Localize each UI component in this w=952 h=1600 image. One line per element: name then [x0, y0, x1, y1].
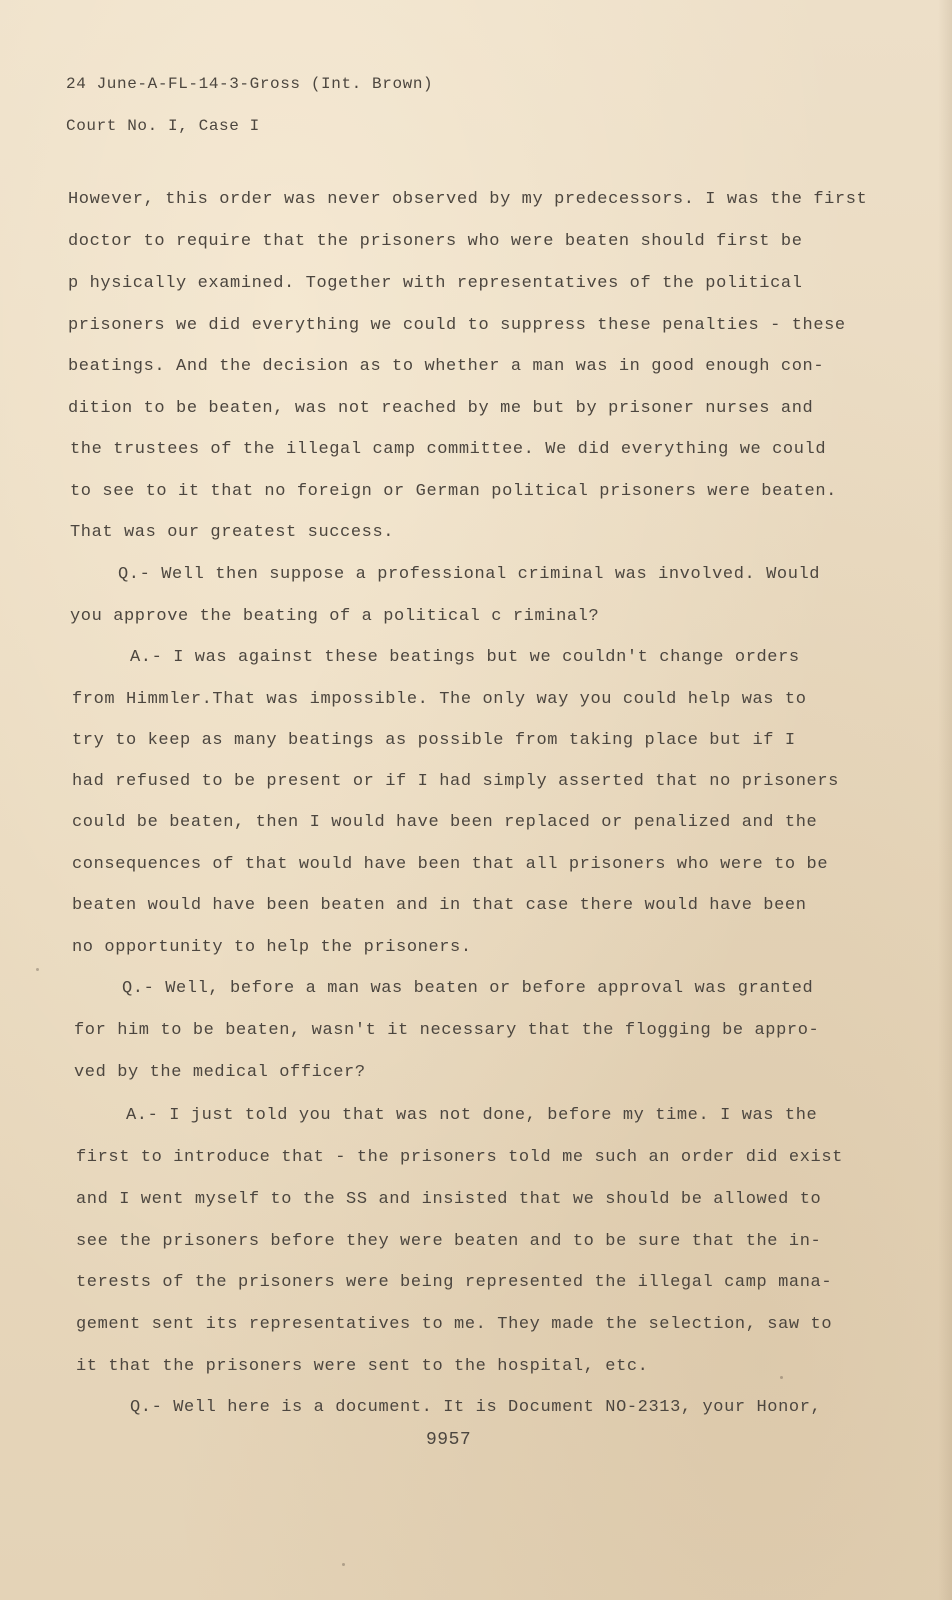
header-session-line: 24 June-A-FL-14-3-Gross (Int. Brown): [66, 75, 434, 93]
answer-line-1: A.- I was against these beatings but we couldn't change orders: [130, 648, 800, 667]
question-line-5: ved by the medical officer?: [74, 1063, 366, 1082]
question-line-6: Q.- Well here is a document. It is Document NO-2313, your Honor,: [130, 1398, 822, 1417]
answer-line-3: try to keep as many beatings as possible from taking place but if I: [72, 731, 796, 750]
answer-line-2: from Himmler.That was impossible. The only way you could help was to: [72, 690, 807, 709]
body-line-2: doctor to require that the prisoners who were beaten should first be: [68, 232, 803, 251]
body-line-1: However, this order was never observed by my predecessors. I was the first: [68, 190, 868, 209]
body-line-3: p hysically examined. Together with representatives of the political: [68, 274, 803, 293]
paper-speck: [342, 1563, 345, 1566]
question-line-2: you approve the beating of a political c riminal?: [70, 607, 600, 626]
answer-line-13: terests of the prisoners were being represented the illegal camp mana-: [76, 1273, 833, 1292]
paper-speck: [780, 1376, 783, 1379]
answer-line-11: and I went myself to the SS and insisted that we should be allowed to: [76, 1190, 822, 1209]
answer-line-8: no opportunity to help the prisoners.: [72, 938, 472, 957]
answer-line-5: could be beaten, then I would have been replaced or penalized and the: [72, 813, 818, 832]
paper-speck: [36, 968, 39, 971]
answer-line-4: had refused to be present or if I had simply asserted that no prisoners: [72, 772, 839, 791]
page-number: 9957: [426, 1430, 472, 1450]
body-line-7: the trustees of the illegal camp committee. We did everything we could: [70, 440, 827, 459]
answer-line-12: see the prisoners before they were beaten and to be sure that the in-: [76, 1232, 822, 1251]
body-line-8: to see to it that no foreign or German political prisoners were beaten.: [70, 482, 837, 501]
answer-line-9: A.- I just told you that was not done, before my time. I was the: [126, 1106, 818, 1125]
body-line-9: That was our greatest success.: [70, 523, 395, 542]
answer-line-15: it that the prisoners were sent to the hospital, etc.: [76, 1357, 649, 1376]
body-line-6: dition to be beaten, was not reached by me but by prisoner nurses and: [68, 399, 814, 418]
body-line-4: prisoners we did everything we could to suppress these penalties - these: [68, 316, 846, 335]
page-edge-shadow: [938, 0, 952, 1600]
answer-line-6: consequences of that would have been that all prisoners who were to be: [72, 855, 829, 874]
answer-line-10: first to introduce that - the prisoners told me such an order did exist: [76, 1148, 843, 1167]
question-line-4: for him to be beaten, wasn't it necessary that the flogging be appro-: [74, 1021, 820, 1040]
answer-line-7: beaten would have been beaten and in that case there would have been: [72, 896, 807, 915]
question-line-1: Q.- Well then suppose a professional criminal was involved. Would: [118, 565, 821, 584]
answer-line-14: gement sent its representatives to me. They made the selection, saw to: [76, 1315, 833, 1334]
question-line-3: Q.- Well, before a man was beaten or before approval was granted: [122, 979, 814, 998]
header-court-line: Court No. I, Case I: [66, 117, 260, 135]
body-line-5: beatings. And the decision as to whether a man was in good enough con-: [68, 357, 825, 376]
